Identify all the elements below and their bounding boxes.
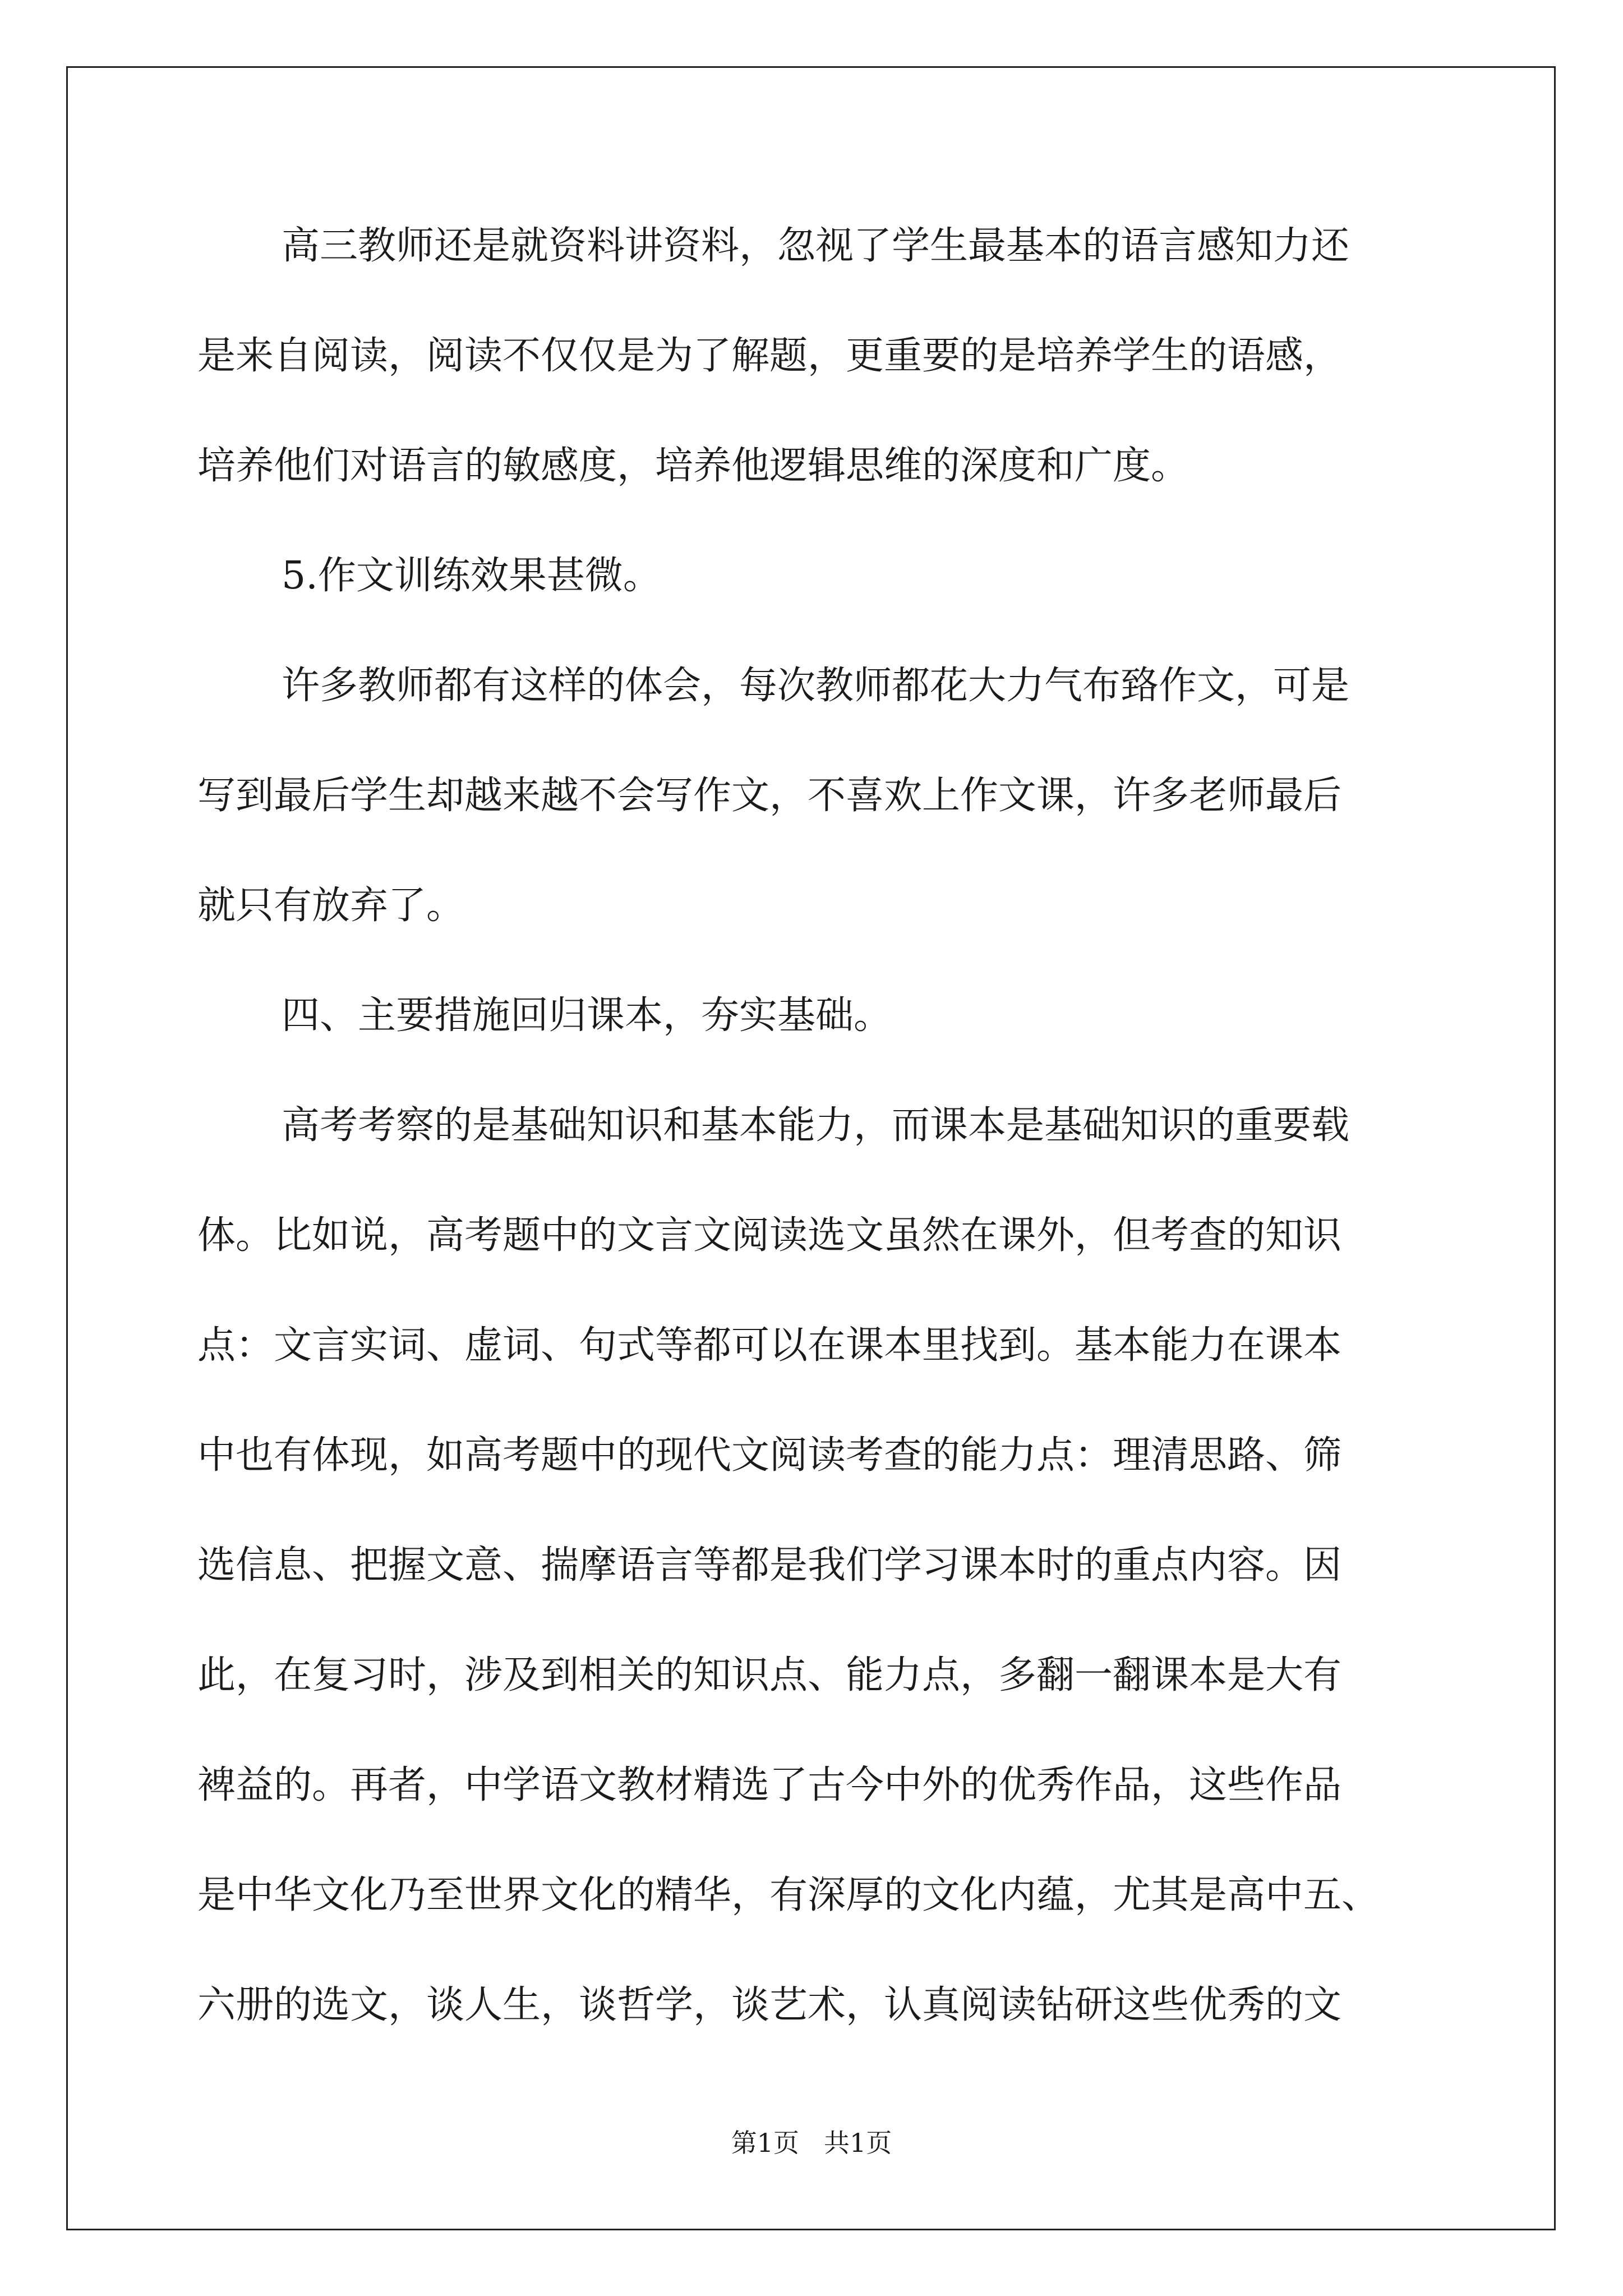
text-line: 写到最后学生却越来越不会写作文，不喜欢上作文课，许多老师最后 (197, 774, 1342, 818)
text-line: 此，在复习时，涉及到相关的知识点、能力点，多翻一翻课本是大有 (197, 1653, 1342, 1697)
text-line: 点：文言实词、虚词、句式等都可以在课本里找到。基本能力在课本 (197, 1323, 1342, 1368)
text-line: 是来自阅读，阅读不仅仅是为了解题，更重要的是培养学生的语感， (197, 334, 1342, 378)
text-line: 中也有体现，如高考题中的现代文阅读考查的能力点：理清思路、筛 (197, 1433, 1342, 1478)
text-line: 高考考察的是基础知识和基本能力，而课本是基础知识的重要载 (282, 1103, 1350, 1148)
text-line: 许多教师都有这样的体会，每次教师都花大力气布臵作文，可是 (282, 664, 1350, 708)
text-line: 六册的选文，谈人生，谈哲学，谈艺术，认真阅读钻研这些优秀的文 (197, 1983, 1342, 2027)
text-line: 就只有放弃了。 (197, 884, 465, 928)
text-line: 裨益的。再者，中学语文教材精选了古今中外的优秀作品，这些作品 (197, 1763, 1342, 1807)
text-line: 是中华文化乃至世界文化的精华，有深厚的文化内蕴，尤其是高中五、 (197, 1873, 1380, 1917)
text-line: 培养他们对语言的敏感度，培养他逻辑思维的深度和广度。 (197, 444, 1189, 488)
page-total: 共1页 (824, 2128, 892, 2158)
page-number: 第1页 (731, 2128, 799, 2158)
document-body (197, 215, 1431, 2085)
section-heading: 5.作文训练效果甚微。 (282, 554, 661, 598)
text-line: 体。比如说，高考题中的文言文阅读选文虽然在课外，但考查的知识 (197, 1213, 1342, 1258)
text-line: 选信息、把握文意、揣摩语言等都是我们学习课本时的重点内容。因 (197, 1543, 1342, 1588)
page-footer (0, 2126, 1623, 2160)
text-line: 高三教师还是就资料讲资料，忽视了学生最基本的语言感知力还 (282, 224, 1350, 268)
section-heading: 四、主要措施回归课本，夯实基础。 (282, 993, 892, 1038)
